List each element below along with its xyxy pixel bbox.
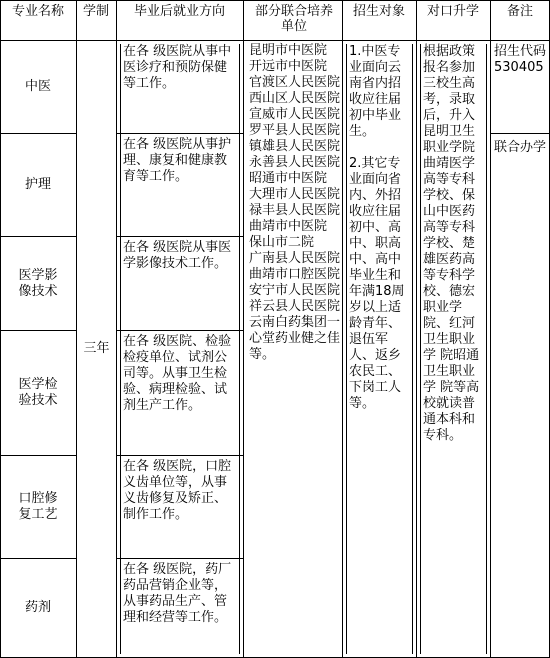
partner-unit: 永善县人民医院 xyxy=(249,155,341,170)
partner-unit: 昆明市中医院 xyxy=(249,43,328,58)
partner-unit: 西山区人民医院 xyxy=(249,91,341,106)
partner-unit: 曲靖市中医院 xyxy=(249,219,328,234)
partner-list xyxy=(249,43,341,363)
header-employment: 毕业后就业方向 xyxy=(133,4,225,19)
enrollment-text: 1.中医专业面向云南省内招收应往届初中毕业生。 2.其它专业面向省内、外招收应往届初中、高中、职高中、高中毕业生和年满18周岁以上适龄青年、退伍军人、返乡农民工、下岗工人等。 xyxy=(349,44,405,411)
partner-unit: 曲靖市口腔医院 xyxy=(249,267,341,282)
partner-unit: 禄丰县人民医院 xyxy=(249,203,341,218)
partner-unit: 祥云县人民医院 xyxy=(249,299,341,314)
major-name: 中医 xyxy=(24,79,51,94)
major-name: 医学影像技术 xyxy=(18,267,58,299)
partner-unit: 罗平县人民医院 xyxy=(249,123,341,138)
partner-unit: 安宁市人民医院 xyxy=(249,283,341,298)
major-name: 医学检验技术 xyxy=(18,377,58,408)
partner-unit: 大理市人民医院 xyxy=(249,187,341,202)
employment-direction: 在各 级医院，口腔义齿单位等，从事义齿修复及矫正、制作工作。 xyxy=(123,459,232,522)
major-name: 护理 xyxy=(24,177,51,192)
partner-unit: 保山市二院 xyxy=(249,235,315,250)
header-duration: 学制 xyxy=(82,4,109,19)
partner-unit: 官渡区人民医院 xyxy=(249,75,341,90)
partner-unit: 宣威市人民医院 xyxy=(249,107,341,122)
header-remarks: 备注 xyxy=(506,4,533,19)
partner-unit: 开远市中医院 xyxy=(249,59,328,74)
employment-direction: 在各 级医院，药厂药品营销企业等，从事药品生产、管理和经营等工作。 xyxy=(123,562,232,625)
header-enrollment: 招生对象 xyxy=(352,4,405,19)
major-name: 口腔修复工艺 xyxy=(18,491,58,522)
header-major-name: 专业名称 xyxy=(11,4,64,19)
employment-direction: 在各 级医院、检验检疫单位、试剂公司等。从事卫生检验、病理检验、试剂生产工作。 xyxy=(123,334,232,413)
partner-unit: 镇雄县人民医院 xyxy=(249,139,341,154)
major-name: 药剂 xyxy=(24,600,51,615)
employment-direction: 在各 级医院从事医学影像技术工作。 xyxy=(123,240,232,271)
header-partners: 部分联合培养单位 xyxy=(254,4,333,34)
employment-direction: 在各 级医院从事护理、康复和健康教育等工作。 xyxy=(123,137,232,184)
partner-unit: 广南县人民医院 xyxy=(249,251,341,266)
employment-direction: 在各 级医院从事中医诊疗和预防保健等工作。 xyxy=(123,44,232,91)
duration: 三年 xyxy=(83,341,110,356)
partner-unit: 云南白药集团一心堂药业健之佳等。 xyxy=(249,315,341,362)
header-further-study: 对口升学 xyxy=(426,4,479,19)
further-study-text: 根据政策报名参加三校生高考，录取后，升入昆明卫生职业学院曲靖医学高等专科学校、保山中医药高等专科学校、楚雄医药高等专科学校、德宏职业学院、红河卫生职业学 院昭通卫生职业学 院等高校就读普通本科和专科。 xyxy=(423,44,480,443)
partner-unit: 昭通市中医院 xyxy=(249,171,328,186)
remark-joint-program: 联合办学 xyxy=(494,140,547,155)
remark-enrollment-code: 招生代码530405 xyxy=(494,44,547,75)
